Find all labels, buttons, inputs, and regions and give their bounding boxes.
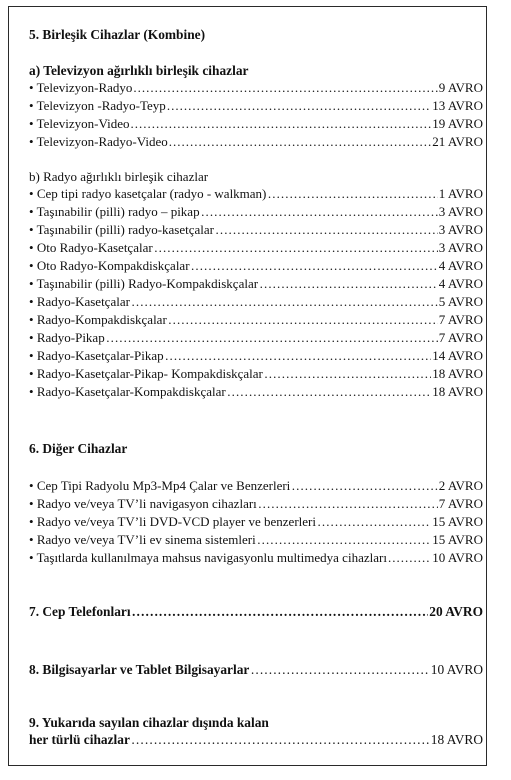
leader-dots xyxy=(169,133,432,151)
item-label: • Radyo ve/veya TV’li ev sinema sistemleri xyxy=(29,531,256,549)
leader-dots xyxy=(227,383,432,401)
item-value: 21 AVRO xyxy=(432,134,483,149)
item-value: 19 AVRO xyxy=(432,116,483,131)
item-label: • Cep tipi radyo kasetçalar (radyo - walkman) xyxy=(29,185,266,203)
item-value: 7 AVRO xyxy=(438,496,483,511)
item-value: 5 AVRO xyxy=(438,294,483,309)
item-value: 15 AVRO xyxy=(432,532,483,547)
item-value: 2 AVRO xyxy=(438,478,483,493)
item-value: 3 AVRO xyxy=(438,240,483,255)
leader-dots xyxy=(168,311,438,329)
item-value: 4 AVRO xyxy=(438,258,483,273)
item-value: 4 AVRO xyxy=(438,276,483,291)
leader-dots xyxy=(267,185,437,203)
list-item xyxy=(29,133,483,151)
list-item xyxy=(29,79,483,97)
leader-dots xyxy=(264,365,431,383)
list-item xyxy=(29,275,483,293)
section-5a-title: a) Televizyon ağırlıklı birleşik cihazlar xyxy=(29,63,249,78)
item-label: • Taşınabilir (pilli) radyo-kasetçalar xyxy=(29,221,214,239)
section-5b-list xyxy=(29,185,483,401)
item-value: 15 AVRO xyxy=(432,514,483,529)
section-8-row xyxy=(29,661,483,679)
leader-dots xyxy=(191,257,438,275)
list-item xyxy=(29,185,483,203)
item-label: • Radyo ve/veya TV’li navigasyon cihazları xyxy=(29,495,257,513)
document-page xyxy=(8,6,487,766)
leader-dots xyxy=(215,221,438,239)
section-5-title: 5. Birleşik Cihazlar (Kombine) xyxy=(29,27,206,42)
list-item xyxy=(29,513,483,531)
document-content xyxy=(29,27,483,749)
item-label: • Taşınabilir (pilli) radyo – pikap xyxy=(29,203,200,221)
list-item xyxy=(29,221,483,239)
leader-dots xyxy=(165,347,432,365)
leader-dots xyxy=(388,549,431,567)
leader-dots xyxy=(131,731,430,749)
leader-dots xyxy=(257,531,432,549)
section-6-title: 6. Diğer Cihazlar xyxy=(29,441,128,456)
leader-dots xyxy=(259,275,438,293)
item-label: • Radyo-Kasetçalar xyxy=(29,293,130,311)
item-label: • Radyo ve/veya TV’li DVD-VCD player ve benzerleri xyxy=(29,513,316,531)
list-item xyxy=(29,549,483,567)
section-5a-list xyxy=(29,79,483,151)
list-item xyxy=(29,203,483,221)
item-label: • Radyo-Pikap xyxy=(29,329,105,347)
section-8-value: 10 AVRO xyxy=(430,662,483,677)
leader-dots xyxy=(106,329,438,347)
list-item xyxy=(29,239,483,257)
list-item xyxy=(29,383,483,401)
section-7-label: 7. Cep Telefonları xyxy=(29,604,131,619)
item-value: 18 AVRO xyxy=(432,384,483,399)
section-9-value: 18 AVRO xyxy=(430,732,483,747)
item-value: 1 AVRO xyxy=(438,186,483,201)
section-7-value: 20 AVRO xyxy=(429,604,483,619)
item-label: • Televizyon-Video xyxy=(29,115,129,133)
leader-dots xyxy=(133,79,437,97)
list-item xyxy=(29,531,483,549)
list-item xyxy=(29,365,483,383)
leader-dots xyxy=(131,293,438,311)
item-value: 13 AVRO xyxy=(432,98,483,113)
list-item xyxy=(29,495,483,513)
list-item xyxy=(29,115,483,133)
section-6-list xyxy=(29,477,483,567)
item-value: 7 AVRO xyxy=(438,330,483,345)
item-label: • Taşınabilir (pilli) Radyo-Kompakdiskçalar xyxy=(29,275,258,293)
leader-dots xyxy=(258,495,438,513)
item-label: • Radyo-Kompakdiskçalar xyxy=(29,311,167,329)
list-item xyxy=(29,477,483,495)
section-9-row xyxy=(29,731,483,749)
leader-dots xyxy=(130,115,431,133)
item-value: 10 AVRO xyxy=(432,550,483,565)
item-label: • Radyo-Kasetçalar-Kompakdiskçalar xyxy=(29,383,226,401)
section-7-row xyxy=(29,603,483,621)
item-label: • Televizyon -Radyo-Teyp xyxy=(29,97,166,115)
item-value: 7 AVRO xyxy=(438,312,483,327)
leader-dots xyxy=(167,97,431,115)
list-item xyxy=(29,97,483,115)
list-item xyxy=(29,311,483,329)
item-label: • Oto Radyo-Kompakdiskçalar xyxy=(29,257,190,275)
item-label: • Televizyon-Radyo xyxy=(29,79,132,97)
leader-dots xyxy=(201,203,438,221)
list-item xyxy=(29,293,483,311)
item-value: 18 AVRO xyxy=(432,366,483,381)
leader-dots xyxy=(291,477,438,495)
item-value: 3 AVRO xyxy=(438,222,483,237)
section-8-label: 8. Bilgisayarlar ve Tablet Bilgisayarlar xyxy=(29,662,250,677)
item-label: • Radyo-Kasetçalar-Pikap- Kompakdiskçalar xyxy=(29,365,263,383)
item-label: • Radyo-Kasetçalar-Pikap xyxy=(29,347,164,365)
item-value: 9 AVRO xyxy=(438,80,483,95)
section-9-label: her türlü cihazlar xyxy=(29,732,130,747)
item-label: • Televizyon-Radyo-Video xyxy=(29,133,168,151)
item-label: • Taşıtlarda kullanılmaya mahsus navigasyonlu multimedya cihazları xyxy=(29,549,387,567)
section-5b-title: b) Radyo ağırlıklı birleşik cihazlar xyxy=(29,169,209,184)
item-value: 3 AVRO xyxy=(438,204,483,219)
list-item xyxy=(29,257,483,275)
item-value: 14 AVRO xyxy=(432,348,483,363)
list-item xyxy=(29,347,483,365)
leader-dots xyxy=(250,661,429,679)
section-9-title: 9. Yukarıda sayılan cihazlar dışında kalan xyxy=(29,715,269,730)
leader-dots xyxy=(317,513,431,531)
list-item xyxy=(29,329,483,347)
leader-dots xyxy=(132,603,429,621)
item-label: • Oto Radyo-Kasetçalar xyxy=(29,239,153,257)
leader-dots xyxy=(154,239,438,257)
item-label: • Cep Tipi Radyolu Mp3-Mp4 Çalar ve Benzerleri xyxy=(29,477,290,495)
